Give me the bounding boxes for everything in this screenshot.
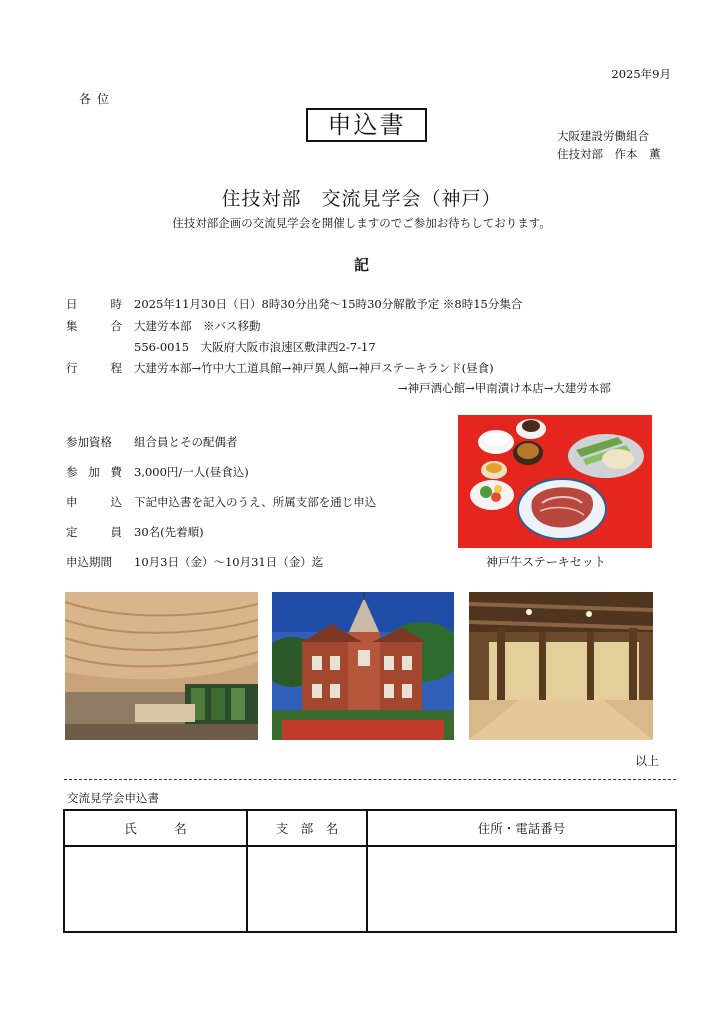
label-application: 申 込 [66,495,122,509]
ki-heading: 記 [353,256,369,274]
document-type-box: 申込書 [306,108,427,142]
address-phone-field[interactable] [367,846,676,932]
value-fee: 3,000円/一人(昼食込) [134,465,249,479]
name-field[interactable] [64,846,247,932]
organization-name: 大阪建設労働組合 [557,129,649,143]
label-eligibility: 参加資格 [66,435,112,449]
branch-field[interactable] [247,846,367,932]
value-capacity: 30名(先着順) [134,525,204,539]
issue-date: 2025年9月 [611,67,671,81]
application-form-table [63,809,677,933]
lead-text: 住技対部企画の交流見学会を開催しますのでご参加お待ちしております。 [172,216,551,230]
value-datetime: 2025年11月30日（日）8時30分出発～15時30分解散予定 ※8時15分集合 [134,297,523,311]
label-datetime: 日 時 [66,297,122,311]
sake-hall-interior-photo [469,592,653,740]
label-application-period: 申込期間 [66,555,112,569]
label-fee: 参 加 費 [66,465,122,479]
form-header-row [64,810,676,846]
addressee: 各位 [79,92,116,106]
page-title: 住技対部 交流見学会（神戸） [221,188,502,210]
woodwork-hall-photo [65,592,258,740]
value-application-period: 10月3日（金）～10月31日（金）迄 [134,555,324,569]
value-meeting-point: 大建労本部 ※バス移動 [134,319,261,333]
steak-set-photo [458,415,652,548]
cut-line [64,779,676,780]
weathercock-house-photo [272,592,454,740]
col-branch-header: 支 部 名 [247,810,367,846]
value-itinerary-line2: →神戸酒心館→甲南漬け本店→大建労本部 [398,381,611,395]
col-name-header: 氏 名 [64,810,247,846]
label-meeting-point: 集 合 [66,319,122,333]
value-itinerary-line1: 大建労本部→竹中大工道具館→神戸異人館→神戸ステーキランド(昼食) [134,361,494,375]
form-input-row [64,846,676,932]
label-itinerary: 行 程 [66,361,122,375]
label-capacity: 定 員 [66,525,122,539]
steak-photo-caption: 神戸牛ステーキセット [486,555,606,569]
col-address-header: 住所・電話番号 [367,810,676,846]
value-application: 下記申込書を記入のうえ、所属支部を通じ申込 [134,495,377,509]
author-name: 住技対部 作本 薫 [557,147,661,161]
closing-text: 以上 [635,754,660,768]
value-eligibility: 組合員とその配偶者 [134,435,238,449]
form-title: 交流見学会申込書 [67,791,159,805]
value-meeting-address: 556-0015 大阪府大阪市浪速区敷津西2-7-17 [134,340,376,354]
